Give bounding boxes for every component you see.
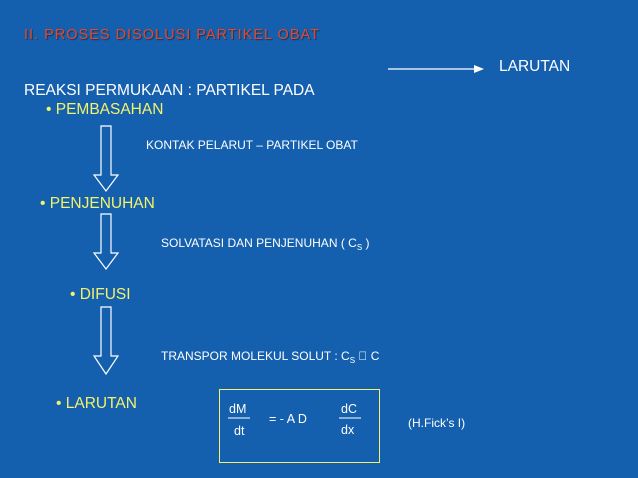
fick-citation: (H.Fick’s I) — [408, 416, 466, 430]
solvatasi-description — [161, 236, 370, 252]
equation-dx: dx — [341, 423, 355, 437]
step-pembasahan: • PEMBASAHAN — [46, 101, 164, 118]
solvatasi-subscript: S — [356, 243, 363, 252]
reaksi-permukaan-text: REAKSI PERMUKAAN : PARTIKEL PADA — [24, 82, 315, 99]
step-larutan: • LARUTAN — [56, 395, 137, 412]
down-arrow-icon — [94, 214, 118, 269]
step-penjenuhan: • PENJENUHAN — [40, 195, 155, 212]
down-arrow-icon — [94, 307, 118, 374]
larutan-label: LARUTAN — [499, 58, 571, 75]
transpor-description — [161, 349, 379, 365]
kontak-description: KONTAK PELARUT – PARTIKEL OBAT — [146, 138, 358, 152]
transpor-suffix: C — [355, 349, 368, 363]
equation-dt: dt — [234, 424, 245, 438]
transpor-text: TRANSPOR MOLEKUL SOLUT : C — [161, 349, 350, 363]
solvatasi-text: SOLVATASI DAN PENJENUHAN ( C — [161, 236, 357, 250]
slide-title: II. PROSES DISOLUSI PARTIKEL OBAT — [24, 27, 320, 43]
right-arrow-icon — [388, 65, 484, 73]
step-difusi: • DIFUSI — [70, 286, 131, 303]
down-arrow-icon — [94, 126, 118, 191]
equation-middle: = - A D — [269, 412, 307, 426]
transpor-subscript: S — [349, 356, 356, 365]
equation-dM: dM — [229, 402, 247, 416]
equation-dC: dC — [341, 402, 357, 416]
solvatasi-suffix: ) — [362, 236, 370, 250]
